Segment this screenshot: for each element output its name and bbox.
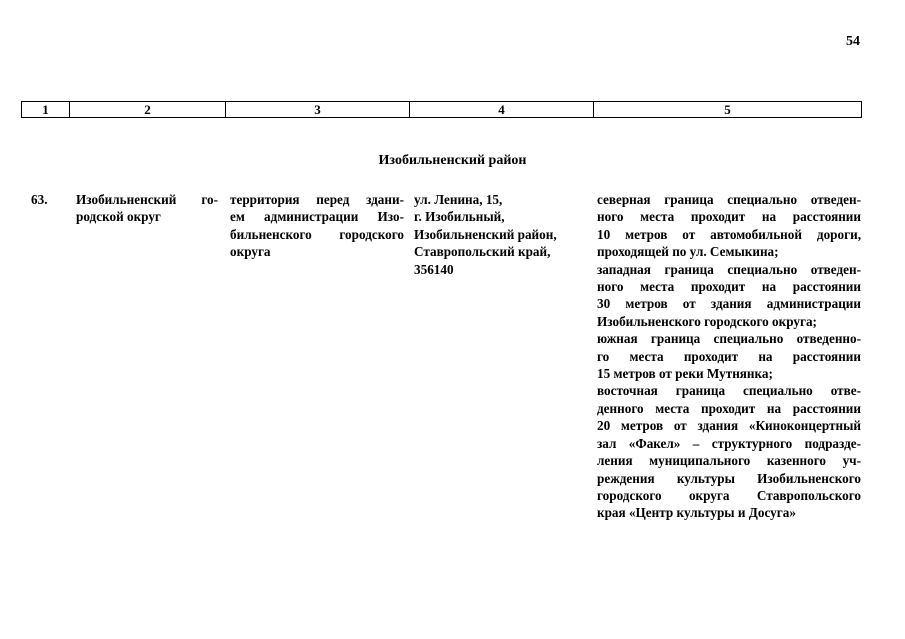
address-line: Изобильненский район, xyxy=(414,226,557,242)
boundary-line: края «Центр культуры и Досуга» xyxy=(597,505,796,521)
column-header-5: 5 xyxy=(724,102,731,117)
address-line: ул. Ленина, 15, xyxy=(414,192,503,207)
boundary-line: го места проходит на расстоянии xyxy=(597,348,861,364)
place-line: территория перед здани- xyxy=(230,192,404,207)
municipality-line: родской округ xyxy=(76,209,161,225)
boundaries-cell xyxy=(597,191,861,522)
column-number-header xyxy=(21,101,862,118)
municipality-cell xyxy=(76,191,218,226)
place-line: бильненского городского xyxy=(230,226,404,242)
boundary-line: северная граница специально отведен- xyxy=(597,192,861,207)
boundary-line: городского округа Ставропольского xyxy=(597,487,861,503)
boundary-line: 15 метров от реки Мутнянка; xyxy=(597,366,773,382)
boundary-line: денного места проходит на расстоянии xyxy=(597,400,861,416)
place-cell xyxy=(230,191,404,261)
boundary-line: ления муниципального казенного уч- xyxy=(597,453,861,469)
column-header-2: 2 xyxy=(70,102,226,117)
boundary-line: 20 метров от здания «Киноконцертный xyxy=(597,418,861,434)
boundary-line: 30 метров от здания администрации xyxy=(597,296,861,312)
district-title: Изобильненский район xyxy=(378,153,527,168)
boundary-line: 10 метров от автомобильной дороги, xyxy=(597,226,861,242)
address-cell xyxy=(414,191,582,278)
column-header-1: 1 xyxy=(22,102,70,117)
column-header-4: 4 xyxy=(410,102,594,117)
place-line: ем администрации Изо- xyxy=(230,209,404,225)
boundary-line: западная граница специально отведен- xyxy=(597,261,861,277)
address-line: г. Изобильный, xyxy=(414,209,505,225)
municipality-line: Изобильненский го- xyxy=(76,192,218,207)
address-line: 356140 xyxy=(414,261,454,277)
boundary-line: проходящей по ул. Семыкина; xyxy=(597,244,779,260)
boundary-line: реждения культуры Изобильненского xyxy=(597,470,861,486)
boundary-line: южная граница специально отведенно- xyxy=(597,331,861,347)
address-line: Ставропольский край, xyxy=(414,244,551,260)
boundary-line: восточная граница специально отве- xyxy=(597,383,861,399)
boundary-line: зал «Факел» – структурного подразде- xyxy=(597,435,861,451)
entry-number: 63. xyxy=(31,192,48,207)
boundary-line: Изобильненского городского округа; xyxy=(597,313,817,329)
boundary-line: ного места проходит на расстоянии xyxy=(597,279,861,295)
column-header-3: 3 xyxy=(226,102,410,117)
place-line: округа xyxy=(230,244,271,260)
page-number: 54 xyxy=(846,34,860,49)
boundary-line: ного места проходит на расстоянии xyxy=(597,209,861,225)
